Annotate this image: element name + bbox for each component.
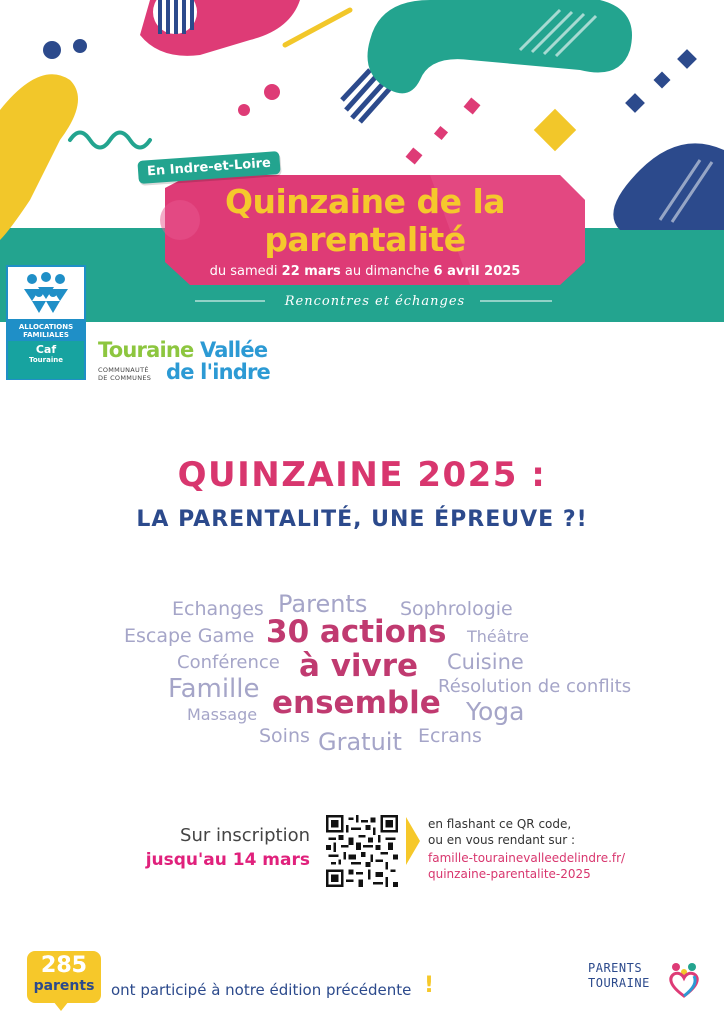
word-ecrans: Ecrans — [418, 725, 482, 747]
caf-name: Caf — [35, 343, 57, 356]
registration-deadline: jusqu'au 14 mars — [145, 850, 310, 870]
caf-logo — [6, 265, 86, 380]
word-gratuit: Gratuit — [318, 728, 402, 756]
word-sophrologie: Sophrologie — [400, 598, 513, 620]
parents-touraine-icon — [664, 960, 704, 1000]
word-yoga: Yoga — [466, 697, 525, 726]
exclamation-mark: ! — [424, 973, 435, 998]
badge-tail — [53, 1001, 69, 1011]
parents-touraine-logo: PARENTS TOURAINE — [588, 961, 650, 990]
registration-label: Sur inscription — [180, 825, 310, 846]
event-dates: du samedi 22 mars au dimanche 6 avril 2025 — [209, 264, 521, 279]
chevron-right-icon — [406, 817, 420, 865]
main-subtitle: LA PARENTALITÉ, UNE ÉPREUVE ?! — [136, 507, 588, 532]
word-conference: Conférence — [177, 652, 280, 673]
event-title-line1: Quinzaine de la — [224, 182, 506, 221]
registration-url-line1[interactable]: famille-tourainevalleedelindre.fr/ — [428, 851, 626, 865]
qr-instruction-2: ou en vous rendant sur : — [428, 833, 576, 847]
tvi-touraine: Touraine — [98, 338, 194, 362]
participants-count: 285 — [41, 953, 87, 978]
caf-region: Touraine — [29, 356, 63, 364]
tvi-communaute: COMMUNAUTÉ DE COMMUNES — [98, 366, 152, 382]
tvi-vallee: Vallée — [199, 338, 268, 362]
tvi-logo — [98, 338, 270, 384]
word-30-actions: 30 actions — [266, 614, 447, 650]
word-parents: Parents — [278, 590, 368, 618]
event-tagline: Rencontres et échanges — [284, 294, 466, 309]
word-theatre: Théâtre — [467, 627, 529, 646]
caf-name-block — [8, 341, 84, 379]
tvi-indre: de l'indre — [166, 360, 270, 384]
participants-label: parents — [33, 978, 95, 994]
caf-label: ALLOCATIONS FAMILIALES — [8, 319, 84, 341]
main-title: QUINZAINE 2025 : — [177, 455, 547, 495]
word-ensemble: ensemble — [272, 685, 441, 721]
participation-text: ont participé à notre édition précédente — [111, 981, 412, 999]
participants-badge — [27, 951, 101, 1003]
qr-instruction-1: en flashant ce QR code, — [428, 817, 572, 831]
qr-code[interactable] — [326, 815, 398, 887]
word-massage: Massage — [187, 705, 258, 724]
word-cuisine: Cuisine — [447, 650, 524, 674]
word-soins: Soins — [259, 725, 310, 747]
word-escape-game: Escape Game — [124, 625, 255, 647]
event-title-line2: parentalité — [264, 220, 466, 259]
region-tag: En Indre-et-Loire — [137, 151, 280, 184]
word-famille: Famille — [168, 674, 260, 704]
word-a-vivre: à vivre — [299, 648, 419, 684]
caf-family-icon — [8, 267, 84, 319]
registration-url-line2[interactable]: quinzaine-parentalite-2025 — [428, 867, 591, 881]
word-echanges: Echanges — [172, 598, 264, 620]
header-decoration — [0, 0, 724, 330]
word-resolution: Résolution de conflits — [438, 676, 632, 697]
